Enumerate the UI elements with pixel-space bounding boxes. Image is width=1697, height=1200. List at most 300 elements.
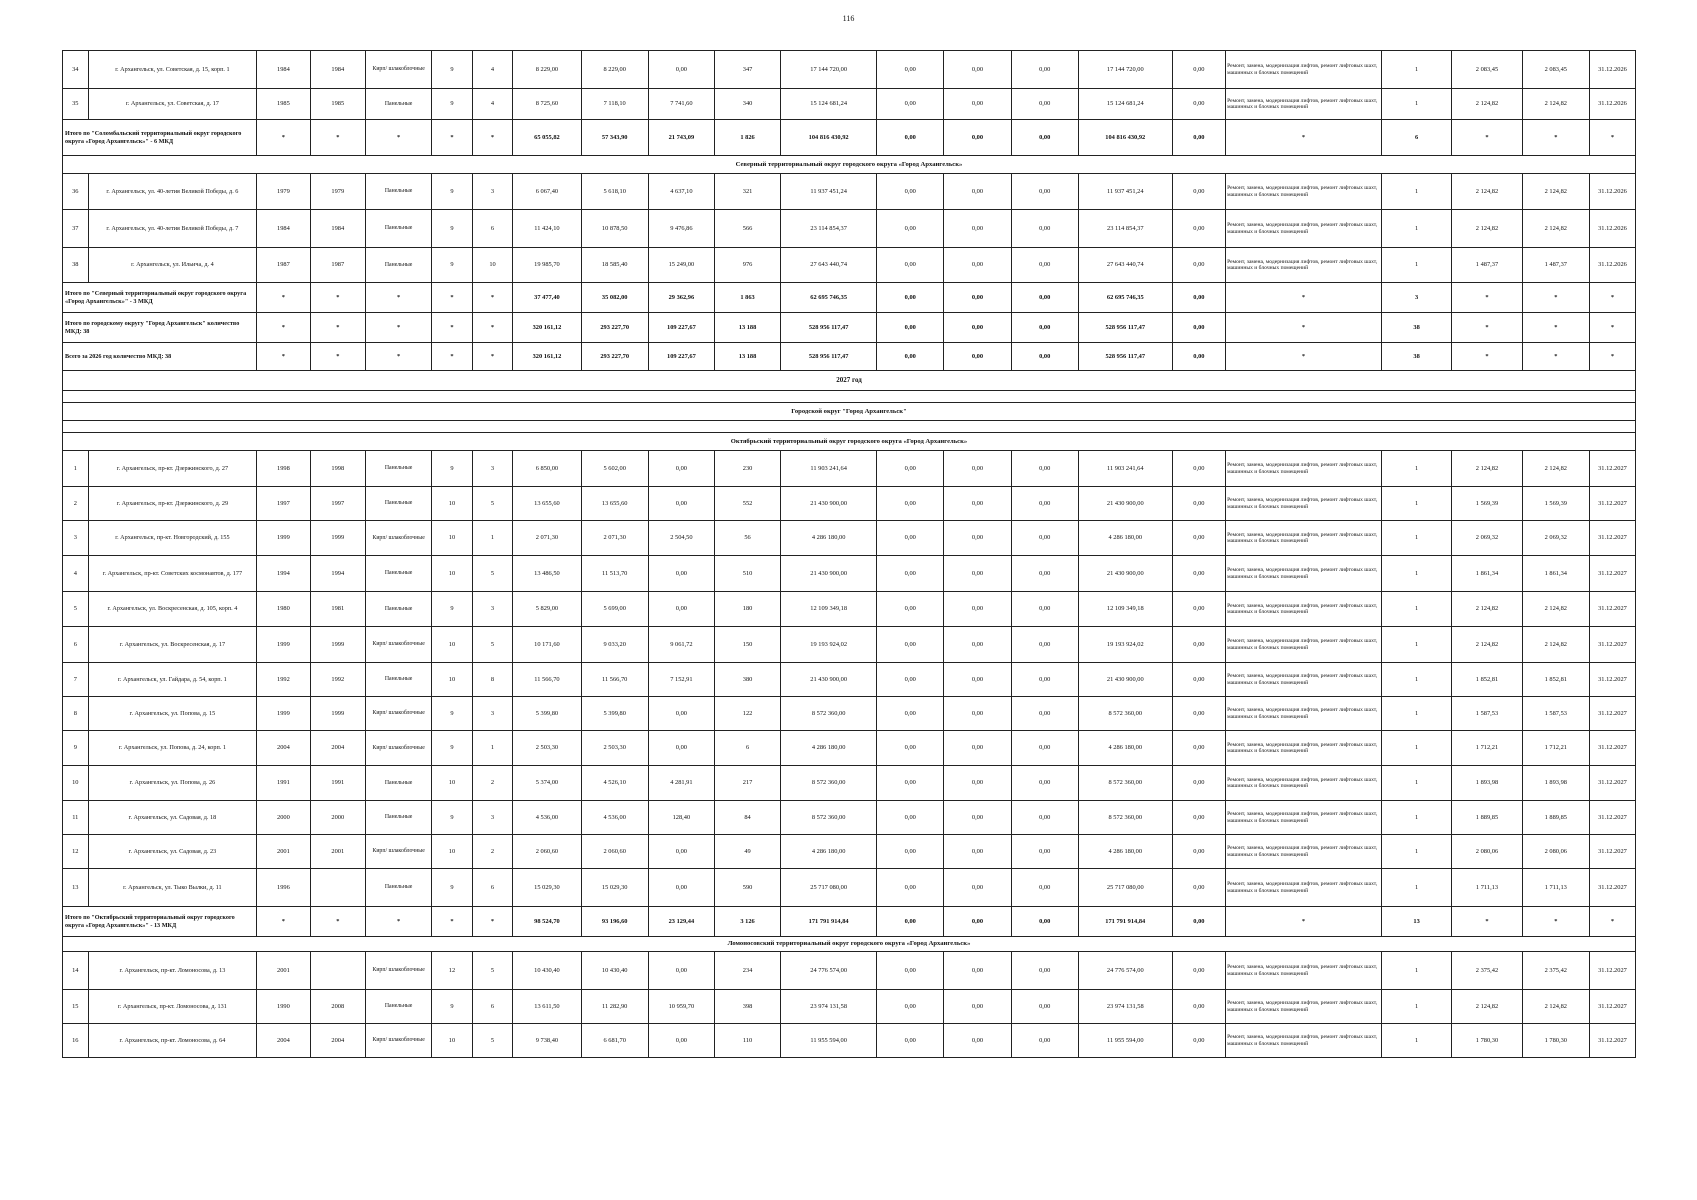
total-area-cell: 65 055,82 [513,120,581,156]
wall-material-cell: Панельные [366,487,432,521]
fund-cell: 0,00 [1011,663,1078,697]
commission-year-cell: 1999 [310,627,365,663]
total-area-cell: 98 524,70 [513,907,581,937]
commission-year-cell: 2000 [310,801,365,835]
max-unit-cost-cell: 1 861,34 [1522,556,1589,592]
count-cell: 1 [1381,174,1451,210]
build-year-cell: 1979 [257,174,310,210]
summary-label-cell: Итого по "Северный территориальный округ городского округа «Город Архангельск»" - 3 МКД [63,283,257,313]
fund-cell: 0,00 [877,283,944,313]
owner-funds-cell: 23 974 131,58 [1078,990,1172,1024]
wall-material-cell: Кирп/ шлакоблочные [366,1024,432,1058]
living-area-cell: 4 526,10 [581,766,648,801]
living-area-cell: 293 227,70 [581,343,648,371]
fund-cell: 0,00 [877,731,944,766]
fund-cell: 0,00 [944,869,1011,907]
floors-cell: 9 [432,592,473,627]
commission-year-cell: 2004 [310,1024,365,1058]
max-unit-cost-cell: 2 124,82 [1522,451,1589,487]
residents-cell: 234 [714,952,780,990]
max-unit-cost-cell: 2 375,42 [1522,952,1589,990]
row-number-cell: 3 [63,521,89,556]
fund-cell: 0,00 [877,451,944,487]
year-heading-row [63,371,1636,391]
build-year-cell: 2001 [257,835,310,869]
table-row [63,952,1636,990]
fund-cell: 0,00 [1011,120,1078,156]
fund-cell: 0,00 [944,313,1011,343]
wall-material-cell: Панельные [366,248,432,283]
owner-funds-cell: 4 286 180,00 [1078,731,1172,766]
municipal-area-cell: 15 249,00 [648,248,714,283]
work-type-cell: Ремонт, замена, модернизация лифтов, ремонт лифтовых шахт, машинных и блочных помещений [1226,766,1382,801]
fund-cell: 0,00 [1011,248,1078,283]
fund-cell: 0,00 [1011,556,1078,592]
fund-cell: 0,00 [944,907,1011,937]
fund-cell: 0,00 [1172,120,1225,156]
build-year-cell: 1984 [257,51,310,89]
summary-mark-cell: * [1226,313,1382,343]
total-cost-cell: 19 193 924,02 [781,627,877,663]
summary-mark-cell: * [472,907,513,937]
municipal-area-cell: 10 959,70 [648,990,714,1024]
fund-cell: 0,00 [1172,592,1225,627]
municipal-area-cell: 0,00 [648,556,714,592]
living-area-cell: 11 566,70 [581,663,648,697]
fund-cell: 0,00 [944,556,1011,592]
summary-row [63,120,1636,156]
fund-cell: 0,00 [877,663,944,697]
living-area-cell: 7 118,10 [581,89,648,120]
row-number-cell: 10 [63,766,89,801]
commission-year-cell: 1985 [310,89,365,120]
residents-cell: 552 [714,487,780,521]
entrances-cell: 3 [472,451,513,487]
floors-cell: 10 [432,663,473,697]
address-cell: г. Архангельск, пр-кт. Ломоносова, д. 64 [88,1024,257,1058]
row-number-cell: 1 [63,451,89,487]
total-cost-cell: 21 430 900,00 [781,663,877,697]
table-row [63,1024,1636,1058]
fund-cell: 0,00 [1011,835,1078,869]
wall-material-cell: Панельные [366,869,432,907]
fund-cell: 0,00 [877,313,944,343]
row-number-cell: 16 [63,1024,89,1058]
total-cost-cell: 528 956 117,47 [781,313,877,343]
count-cell: 6 [1381,120,1451,156]
floors-cell: 9 [432,248,473,283]
total-area-cell: 320 161,12 [513,343,581,371]
max-unit-cost-cell: 2 124,82 [1522,627,1589,663]
summary-mark-cell: * [310,313,365,343]
summary-row [63,283,1636,313]
municipal-area-cell: 0,00 [648,869,714,907]
work-type-cell: Ремонт, замена, модернизация лифтов, ремонт лифтовых шахт, машинных и блочных помещений [1226,51,1382,89]
total-cost-cell: 8 572 360,00 [781,801,877,835]
total-cost-cell: 4 286 180,00 [781,731,877,766]
living-area-cell: 8 229,00 [581,51,648,89]
build-year-cell: 1980 [257,592,310,627]
residents-cell: 49 [714,835,780,869]
max-unit-cost-cell: 1 852,81 [1522,663,1589,697]
municipal-area-cell: 0,00 [648,487,714,521]
deadline-cell: 31.12.2026 [1589,174,1635,210]
blank-row-cell [63,391,1636,403]
row-number-cell: 4 [63,556,89,592]
table-row [63,89,1636,120]
work-type-cell: Ремонт, замена, модернизация лифтов, ремонт лифтовых шахт, машинных и блочных помещений [1226,952,1382,990]
work-type-cell: Ремонт, замена, модернизация лифтов, ремонт лифтовых шахт, машинных и блочных помещений [1226,451,1382,487]
deadline-cell: 31.12.2027 [1589,556,1635,592]
fund-cell: 0,00 [1172,835,1225,869]
municipal-area-cell: 0,00 [648,592,714,627]
total-cost-cell: 15 124 681,24 [781,89,877,120]
owner-funds-cell: 19 193 924,02 [1078,627,1172,663]
max-unit-cost-cell: 2 083,45 [1522,51,1589,89]
wall-material-cell: Кирп/ шлакоблочные [366,521,432,556]
fund-cell: 0,00 [1011,952,1078,990]
unit-cost-cell: 1 587,53 [1452,697,1522,731]
residents-cell: 13 188 [714,343,780,371]
total-area-cell: 6 850,00 [513,451,581,487]
deadline-cell: 31.12.2026 [1589,248,1635,283]
wall-material-cell: Панельные [366,210,432,248]
address-cell: г. Архангельск, пр-кт. Ломоносова, д. 131 [88,990,257,1024]
living-area-cell: 9 033,20 [581,627,648,663]
municipal-area-cell: 4 637,10 [648,174,714,210]
residents-cell: 217 [714,766,780,801]
work-type-cell: Ремонт, замена, модернизация лифтов, ремонт лифтовых шахт, машинных и блочных помещений [1226,990,1382,1024]
deadline-cell: 31.12.2027 [1589,990,1635,1024]
fund-cell: 0,00 [877,835,944,869]
summary-mark-cell: * [257,120,310,156]
wall-material-cell: Кирп/ шлакоблочные [366,51,432,89]
commission-year-cell: 2004 [310,731,365,766]
total-cost-cell: 23 974 131,58 [781,990,877,1024]
commission-year-cell: 1999 [310,697,365,731]
section-heading-row-cell: Северный территориальный округ городского округа «Город Архангельск» [63,156,1636,174]
build-year-cell: 1984 [257,210,310,248]
fund-cell: 0,00 [944,766,1011,801]
summary-mark-cell: * [432,120,473,156]
row-number-cell: 34 [63,51,89,89]
deadline-cell: 31.12.2027 [1589,451,1635,487]
commission-year-cell [310,952,365,990]
address-cell: г. Архангельск, ул. Тыко Вылки, д. 11 [88,869,257,907]
wall-material-cell: Кирп/ шлакоблочные [366,952,432,990]
table-row [63,248,1636,283]
municipal-area-cell: 29 362,96 [648,283,714,313]
deadline-cell: 31.12.2026 [1589,51,1635,89]
entrances-cell: 3 [472,592,513,627]
count-cell: 1 [1381,801,1451,835]
table-row [63,869,1636,907]
owner-funds-cell: 11 937 451,24 [1078,174,1172,210]
living-area-cell: 18 585,40 [581,248,648,283]
owner-funds-cell: 27 643 440,74 [1078,248,1172,283]
count-cell: 1 [1381,663,1451,697]
build-year-cell: 2000 [257,801,310,835]
section-heading-row [63,937,1636,952]
fund-cell: 0,00 [1011,869,1078,907]
residents-cell: 150 [714,627,780,663]
municipal-area-cell: 128,40 [648,801,714,835]
residents-cell: 590 [714,869,780,907]
floors-cell: 10 [432,627,473,663]
summary-mark-cell: * [1589,343,1635,371]
count-cell: 1 [1381,697,1451,731]
count-cell: 1 [1381,556,1451,592]
owner-funds-cell: 25 717 080,00 [1078,869,1172,907]
floors-cell: 10 [432,556,473,592]
residents-cell: 340 [714,89,780,120]
commission-year-cell: 1997 [310,487,365,521]
summary-mark-cell: * [310,283,365,313]
total-cost-cell: 4 286 180,00 [781,521,877,556]
living-area-cell: 2 071,30 [581,521,648,556]
address-cell: г. Архангельск, ул. Садовая, д. 23 [88,835,257,869]
commission-year-cell: 1999 [310,521,365,556]
row-number-cell: 35 [63,89,89,120]
floors-cell: 12 [432,952,473,990]
summary-mark-cell: * [1589,907,1635,937]
build-year-cell: 1987 [257,248,310,283]
total-area-cell: 5 829,00 [513,592,581,627]
fund-cell: 0,00 [1011,451,1078,487]
fund-cell: 0,00 [944,1024,1011,1058]
fund-cell: 0,00 [877,801,944,835]
floors-cell: 10 [432,1024,473,1058]
fund-cell: 0,00 [944,952,1011,990]
total-cost-cell: 27 643 440,74 [781,248,877,283]
count-cell: 1 [1381,89,1451,120]
fund-cell: 0,00 [944,627,1011,663]
commission-year-cell: 1981 [310,592,365,627]
floors-cell: 9 [432,697,473,731]
floors-cell: 9 [432,51,473,89]
deadline-cell: 31.12.2027 [1589,697,1635,731]
commission-year-cell: 1992 [310,663,365,697]
unit-cost-cell: 2 069,32 [1452,521,1522,556]
residents-cell: 510 [714,556,780,592]
fund-cell: 0,00 [1011,487,1078,521]
fund-cell: 0,00 [877,343,944,371]
unit-cost-cell: 2 375,42 [1452,952,1522,990]
count-cell: 1 [1381,952,1451,990]
total-area-cell: 19 985,70 [513,248,581,283]
row-number-cell: 37 [63,210,89,248]
total-area-cell: 37 477,40 [513,283,581,313]
max-unit-cost-cell: 1 487,37 [1522,248,1589,283]
deadline-cell: 31.12.2026 [1589,210,1635,248]
total-cost-cell: 8 572 360,00 [781,697,877,731]
summary-mark-cell: * [1226,120,1382,156]
total-area-cell: 8 725,60 [513,89,581,120]
summary-mark-cell: * [1522,313,1589,343]
table-row [63,766,1636,801]
row-number-cell: 7 [63,663,89,697]
unit-cost-cell: 1 861,34 [1452,556,1522,592]
summary-mark-cell: * [257,313,310,343]
deadline-cell: 31.12.2027 [1589,869,1635,907]
floors-cell: 9 [432,451,473,487]
fund-cell: 0,00 [1172,952,1225,990]
summary-mark-cell: * [1589,283,1635,313]
unit-cost-cell: 2 083,45 [1452,51,1522,89]
living-area-cell: 5 399,80 [581,697,648,731]
work-type-cell: Ремонт, замена, модернизация лифтов, ремонт лифтовых шахт, машинных и блочных помещений [1226,627,1382,663]
count-cell: 1 [1381,51,1451,89]
count-cell: 1 [1381,731,1451,766]
table-row [63,990,1636,1024]
summary-label-cell: Итого по "Октябрьский территориальный округ городского округа «Город Архангельск»" - 13 МКД [63,907,257,937]
row-number-cell: 5 [63,592,89,627]
address-cell: г. Архангельск, ул. Советская, д. 17 [88,89,257,120]
deadline-cell: 31.12.2027 [1589,1024,1635,1058]
table-row [63,487,1636,521]
total-cost-cell: 62 695 746,35 [781,283,877,313]
address-cell: г. Архангельск, ул. Попова, д. 15 [88,697,257,731]
summary-mark-cell: * [366,120,432,156]
unit-cost-cell: 2 124,82 [1452,451,1522,487]
wall-material-cell: Панельные [366,592,432,627]
table-row [63,210,1636,248]
deadline-cell: 31.12.2026 [1589,89,1635,120]
wall-material-cell: Панельные [366,556,432,592]
fund-cell: 0,00 [1011,174,1078,210]
floors-cell: 9 [432,174,473,210]
max-unit-cost-cell: 2 069,32 [1522,521,1589,556]
municipal-area-cell: 0,00 [648,1024,714,1058]
fund-cell: 0,00 [1011,343,1078,371]
fund-cell: 0,00 [1011,627,1078,663]
fund-cell: 0,00 [944,248,1011,283]
total-area-cell: 4 536,00 [513,801,581,835]
total-area-cell: 5 399,80 [513,697,581,731]
residents-cell: 84 [714,801,780,835]
total-cost-cell: 11 903 241,64 [781,451,877,487]
entrances-cell: 2 [472,766,513,801]
row-number-cell: 9 [63,731,89,766]
entrances-cell: 5 [472,1024,513,1058]
municipal-area-cell: 0,00 [648,952,714,990]
max-unit-cost-cell: 1 711,13 [1522,869,1589,907]
residents-cell: 13 188 [714,313,780,343]
residents-cell: 347 [714,51,780,89]
count-cell: 1 [1381,990,1451,1024]
count-cell: 1 [1381,869,1451,907]
fund-cell: 0,00 [877,1024,944,1058]
residents-cell: 566 [714,210,780,248]
address-cell: г. Архангельск, пр-кт. Дзержинского, д. 27 [88,451,257,487]
table-row [63,801,1636,835]
commission-year-cell [310,869,365,907]
row-number-cell: 38 [63,248,89,283]
living-area-cell: 35 082,00 [581,283,648,313]
residents-cell: 110 [714,1024,780,1058]
owner-funds-cell: 11 955 594,00 [1078,1024,1172,1058]
fund-cell: 0,00 [1011,766,1078,801]
fund-cell: 0,00 [877,51,944,89]
fund-cell: 0,00 [877,521,944,556]
municipal-area-cell: 9 476,86 [648,210,714,248]
fund-cell: 0,00 [944,89,1011,120]
build-year-cell: 1991 [257,766,310,801]
entrances-cell: 5 [472,952,513,990]
wall-material-cell: Панельные [366,663,432,697]
summary-row [63,907,1636,937]
residents-cell: 398 [714,990,780,1024]
work-type-cell: Ремонт, замена, модернизация лифтов, ремонт лифтовых шахт, машинных и блочных помещений [1226,731,1382,766]
fund-cell: 0,00 [944,120,1011,156]
row-number-cell: 13 [63,869,89,907]
table-row [63,51,1636,89]
summary-mark-cell: * [432,313,473,343]
section-heading-row [63,433,1636,451]
living-area-cell: 6 681,70 [581,1024,648,1058]
count-cell: 1 [1381,521,1451,556]
summary-mark-cell: * [472,343,513,371]
summary-row [63,313,1636,343]
build-year-cell: 1999 [257,627,310,663]
floors-cell: 10 [432,835,473,869]
municipal-area-cell: 109 227,67 [648,343,714,371]
build-year-cell: 1999 [257,521,310,556]
work-type-cell: Ремонт, замена, модернизация лифтов, ремонт лифтовых шахт, машинных и блочных помещений [1226,248,1382,283]
total-cost-cell: 104 816 430,92 [781,120,877,156]
fund-cell: 0,00 [1172,51,1225,89]
fund-cell: 0,00 [1011,283,1078,313]
residents-cell: 380 [714,663,780,697]
residents-cell: 230 [714,451,780,487]
fund-cell: 0,00 [944,451,1011,487]
total-area-cell: 320 161,12 [513,313,581,343]
deadline-cell: 31.12.2027 [1589,627,1635,663]
entrances-cell: 5 [472,487,513,521]
fund-cell: 0,00 [1011,1024,1078,1058]
total-cost-cell: 11 955 594,00 [781,1024,877,1058]
living-area-cell: 10 878,50 [581,210,648,248]
residents-cell: 1 826 [714,120,780,156]
total-area-cell: 5 374,00 [513,766,581,801]
owner-funds-cell: 171 791 914,84 [1078,907,1172,937]
build-year-cell: 1985 [257,89,310,120]
owner-funds-cell: 528 956 117,47 [1078,313,1172,343]
living-area-cell: 15 029,30 [581,869,648,907]
unit-cost-cell: 2 124,82 [1452,89,1522,120]
floors-cell: 9 [432,731,473,766]
total-area-cell: 2 503,30 [513,731,581,766]
fund-cell: 0,00 [944,521,1011,556]
unit-cost-cell: 1 487,37 [1452,248,1522,283]
address-cell: г. Архангельск, ул. Ильича, д. 4 [88,248,257,283]
wall-material-cell: Панельные [366,174,432,210]
max-unit-cost-cell: 2 124,82 [1522,592,1589,627]
build-year-cell: 1997 [257,487,310,521]
fund-cell: 0,00 [877,120,944,156]
fund-cell: 0,00 [1172,731,1225,766]
municipal-area-cell: 0,00 [648,697,714,731]
summary-mark-cell: * [1452,313,1522,343]
municipal-area-cell: 0,00 [648,451,714,487]
municipal-area-cell: 21 743,09 [648,120,714,156]
fund-cell: 0,00 [877,487,944,521]
fund-cell: 0,00 [1011,89,1078,120]
fund-cell: 0,00 [944,343,1011,371]
max-unit-cost-cell: 1 780,30 [1522,1024,1589,1058]
owner-funds-cell: 4 286 180,00 [1078,835,1172,869]
summary-mark-cell: * [472,313,513,343]
